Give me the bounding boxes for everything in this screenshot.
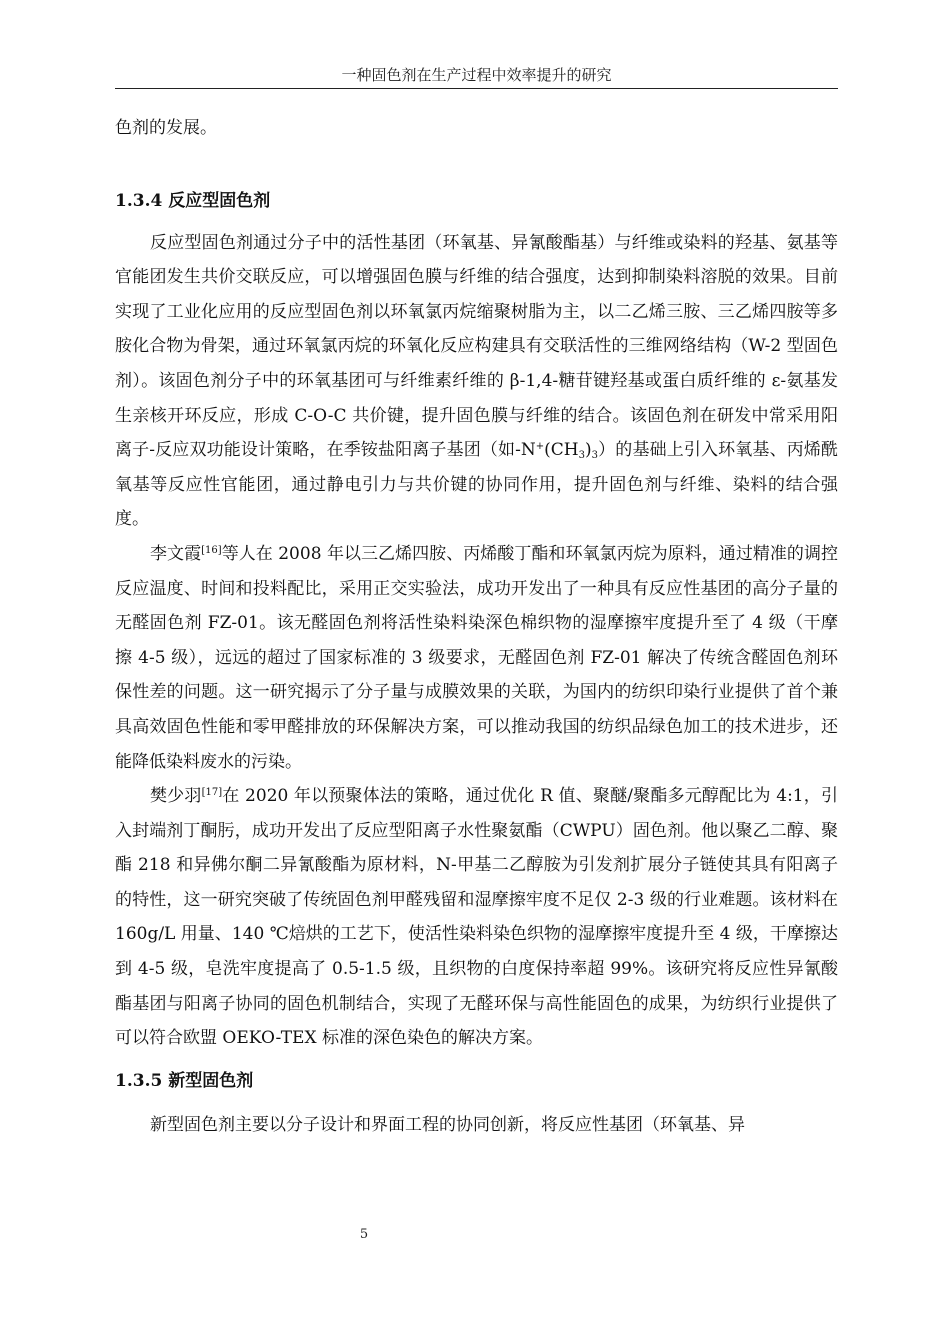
paragraph-text: ）的基础上引入环氧基、丙烯酰氧基等反应性官能团，通过静电引力与共价键的协同作用，提升固色剂与纤维、染料的结合强度。 bbox=[115, 440, 838, 530]
author-name: 李文霞 bbox=[150, 543, 202, 564]
paragraph-text: ) bbox=[585, 440, 592, 461]
subscript: 3 bbox=[578, 450, 585, 462]
page-body bbox=[115, 111, 838, 1142]
citation-ref: [16] bbox=[201, 544, 222, 556]
author-name: 樊少羽 bbox=[150, 786, 202, 807]
paragraph-reactive-fixing-agents bbox=[115, 226, 838, 537]
paragraph-li-wenxia bbox=[115, 537, 838, 779]
paragraph-text: 在 2020 年以预聚体法的策略，通过优化 R 值、聚醚/聚酯多元醇配比为 4:1，引入封端剂丁酮肟，成功开发出了反应型阳离子水性聚氨酯（CWPU）固色剂。他以聚乙二醇、聚酯 218 和异佛尔酮二异氰酸酯为原材料，N-甲基二乙醇胺为引发剂扩展分子链使其具有阳离子的特性，这一研究突破了传统固色剂甲醛残留和湿摩擦牢度不足仅 2-3 级的行业难题。该材料在 160g/L 用量、140 ℃焙烘的工艺下，使活性染料染色织物的湿摩擦牢度提升至 4 级，干摩擦达到 4-5 级，皂洗牢度提高了 0.5-1.5 级，且织物的白度保持率超 99%。该研究将反应性异氰酸酯基团与阳离子协同的固色机制结合，实现了无醛环保与高性能固色的成果，为纺织行业提供了可以符合欧盟 OEKO-TEX 标准的深色染色的解决方案。 bbox=[115, 786, 838, 1049]
paragraph-text: 反应型固色剂通过分子中的活性基团（环氧基、异氰酸酯基）与纤维或染料的羟基、氨基等官能团发生共价交联反应，可以增强固色膜与纤维的结合强度，达到抑制染料溶脱的效果。目前实现了工业化应用的反应型固色剂以环氧氯丙烷缩聚树脂为主，以二乙烯三胺、三乙烯四胺等多胺化合物为骨架，通过环氧氯丙烷的环氧化反应构建具有交联活性的三维网络结构（W-2 型固色剂）。该固色剂分子中的环氧基团可与纤维素纤维的 β-1,4-糖苷键羟基或蛋白质纤维的 ε-氨基发生亲核开环反应，形成 C-O-C 共价键，提升固色膜与纤维的结合。该固色剂在研发中常采用阳离子-反应双功能设计策略，在季铵盐阳离子基团（如-N bbox=[115, 232, 838, 461]
running-header: 一种固色剂在生产过程中效率提升的研究 bbox=[341, 66, 612, 84]
paragraph-text: 等人在 2008 年以三乙烯四胺、丙烯酸丁酯和环氧氯丙烷为原料，通过精准的调控反应温度、时间和投料配比，采用正交实验法，成功开发出了一种具有反应性基团的高分子量的无醛固色剂 FZ-01。该无醛固色剂将活性染料染深色棉织物的湿摩擦牢度提升至了 4 级（干摩擦 4-5 级），远远的超过了国家标准的 3 级要求，无醛固色剂 FZ-01 解决了传统含醛固色剂环保性差的问题。这一研究揭示了分子量与成膜效果的关联，为国内的纺织印染行业提供了首个兼具高效固色性能和零甲醛排放的环保解决方案，可以推动我国的纺织品绿色加工的技术进步，还能降低染料废水的污染。 bbox=[115, 543, 839, 772]
citation-ref: [17] bbox=[201, 787, 223, 799]
continuation-paragraph: 色剂的发展。 bbox=[115, 118, 217, 138]
subscript: 3 bbox=[591, 450, 599, 462]
superscript-plus: + bbox=[535, 441, 545, 453]
section-heading-1-3-5: 1.3.5 新型固色剂 bbox=[115, 1070, 254, 1091]
paragraph-new-fixing-agents: 新型固色剂主要以分子设计和界面工程的协同创新，将反应性基团（环氧基、异 bbox=[150, 1114, 745, 1135]
paragraph-fan-shaoyu bbox=[115, 779, 838, 1056]
section-heading-1-3-4: 1.3.4 反应型固色剂 bbox=[115, 190, 271, 211]
paragraph-text: (CH bbox=[544, 440, 579, 461]
page-number: 5 bbox=[359, 1227, 369, 1242]
header-rule bbox=[115, 88, 838, 89]
